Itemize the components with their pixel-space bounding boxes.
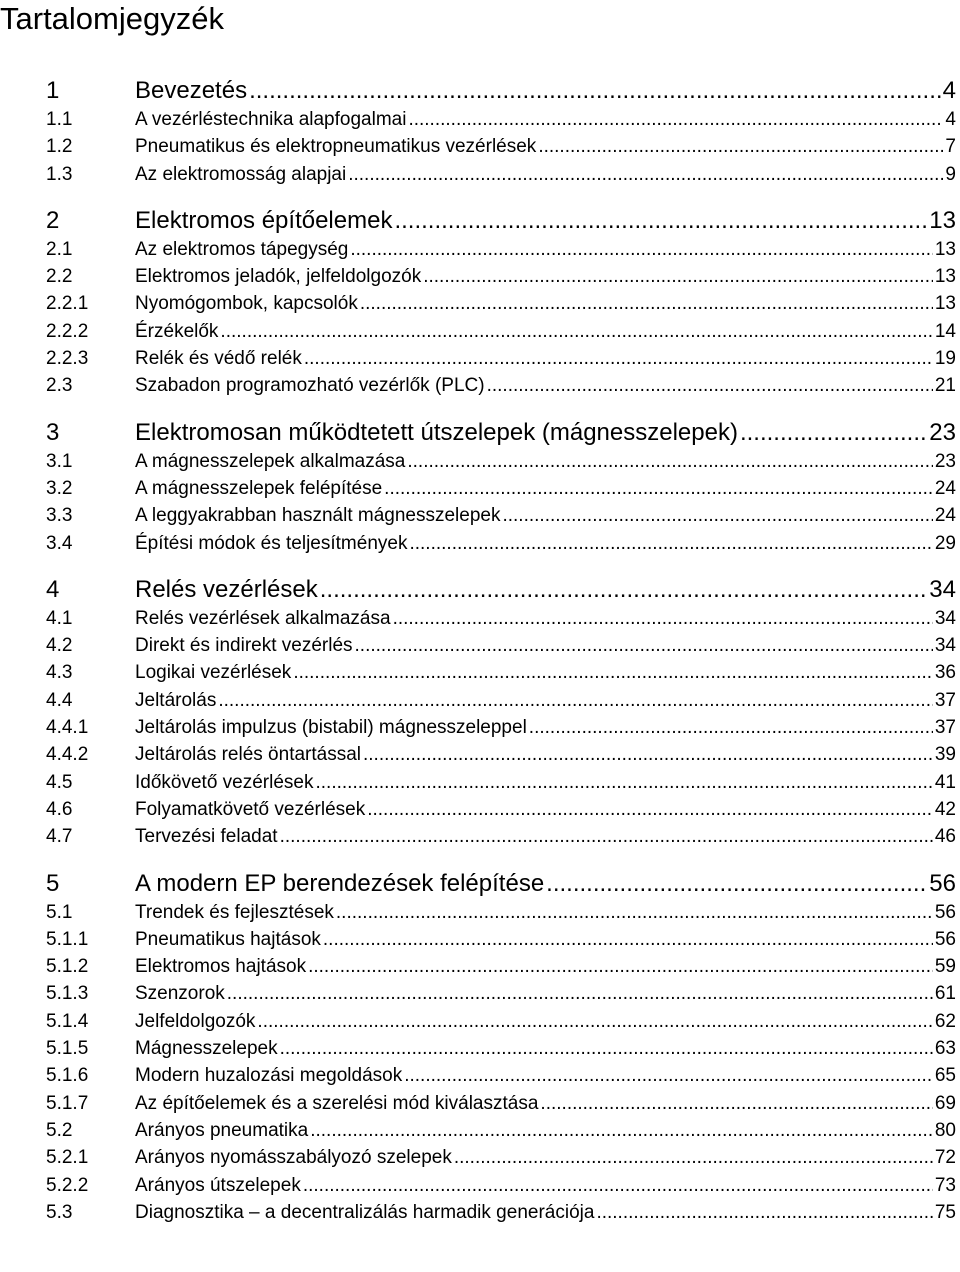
toc-dot-leader — [423, 263, 933, 290]
toc-entry-number: 5.3 — [46, 1201, 73, 1223]
toc-entry-label: Nyomógombok, kapcsolók — [135, 293, 358, 315]
toc-entry-label: Jeltárolás relés öntartással — [135, 744, 361, 766]
toc-entry-label: Bevezetés — [135, 77, 248, 104]
toc-entry-page: 37 — [934, 717, 956, 739]
toc-section-row[interactable] — [46, 632, 956, 659]
toc-entry-label: Jeltárolás impulzus (bistabil) mágnesszeleppel — [135, 717, 527, 739]
toc-entry-page: 4 — [945, 109, 956, 130]
toc-dot-leader — [220, 318, 932, 345]
toc-entry-number: 4.1 — [46, 607, 73, 629]
toc-section-row[interactable] — [46, 980, 956, 1007]
toc-section-row[interactable] — [46, 502, 956, 529]
toc-entry-page: 23 — [929, 418, 956, 446]
toc-entry-label: Az elektromos tápegység — [135, 238, 349, 260]
toc-section-row[interactable] — [46, 1144, 956, 1171]
toc-entry-page: 24 — [934, 477, 956, 499]
toc-entry-number: 2 — [46, 206, 60, 234]
toc-entry-page: 29 — [934, 532, 956, 554]
toc-section-row[interactable] — [46, 1172, 956, 1199]
toc-dot-leader — [394, 206, 927, 236]
toc-entry-page: 56 — [929, 869, 956, 897]
toc-entry-page: 34 — [934, 635, 956, 657]
toc-entry-page: 23 — [934, 450, 956, 472]
toc-entry-page: 41 — [934, 771, 956, 793]
toc-dot-leader — [316, 769, 933, 796]
toc-entry-label: Jelfeldolgozók — [135, 1010, 256, 1032]
toc-dot-leader — [367, 796, 933, 823]
toc-entry-page: 4 — [942, 77, 956, 104]
toc-entry-number: 3.1 — [46, 450, 73, 472]
toc-entry-number: 3.4 — [46, 532, 73, 554]
toc-section-row[interactable] — [46, 687, 956, 714]
toc-entry-page: 19 — [934, 348, 956, 370]
toc-dot-leader — [360, 290, 933, 317]
toc-entry-label: Relék és védő relék — [135, 348, 302, 370]
toc-entry-number: 2.2.2 — [46, 320, 89, 342]
toc-entry-label: Mágnesszelepek — [135, 1038, 278, 1060]
toc-section-row[interactable] — [46, 926, 956, 953]
toc-dot-leader — [227, 980, 933, 1007]
toc-entry-number: 2.1 — [46, 238, 73, 260]
toc-entry-page: 46 — [934, 826, 956, 848]
toc-entry-label: Érzékelők — [135, 320, 219, 342]
page-title: Tartalomjegyzék — [0, 1, 224, 36]
toc-dot-leader — [350, 236, 933, 263]
toc-entry-label: Elektromos építőelemek — [135, 206, 393, 234]
toc-dot-leader — [320, 575, 928, 605]
toc-section-row[interactable] — [46, 448, 956, 475]
toc-entry-number: 4.5 — [46, 771, 73, 793]
toc-entry-number: 5.1.1 — [46, 928, 89, 950]
toc-dot-leader — [454, 1144, 933, 1171]
toc-section-row[interactable] — [46, 1062, 956, 1089]
toc-entry-number: 4.3 — [46, 662, 73, 684]
toc-entry-number: 5.1.2 — [46, 956, 89, 978]
toc-entry-page: 63 — [934, 1038, 956, 1060]
toc-entry-number: 5.2.2 — [46, 1174, 89, 1196]
toc-section-row[interactable] — [46, 161, 956, 188]
toc-section-row[interactable] — [46, 236, 956, 263]
toc-dot-leader — [348, 161, 943, 188]
toc-dot-leader — [540, 1090, 932, 1117]
toc-entry-page: 72 — [934, 1147, 956, 1169]
toc-dot-leader — [409, 530, 932, 557]
toc-dot-leader — [355, 632, 933, 659]
toc-chapter-row[interactable] — [46, 206, 956, 236]
toc-entry-page: 56 — [934, 901, 956, 923]
toc-dot-leader — [407, 448, 932, 475]
toc-entry-page: 14 — [934, 320, 956, 342]
toc-entry-page: 75 — [934, 1201, 956, 1223]
toc-dot-leader — [308, 953, 933, 980]
toc-entry-page: 37 — [934, 689, 956, 711]
toc-dot-leader — [546, 869, 927, 899]
toc-section-row[interactable] — [46, 823, 956, 850]
toc-entry-number: 2.2.1 — [46, 293, 89, 315]
toc-entry-label: Diagnosztika – a decentralizálás harmadik generációja — [135, 1201, 595, 1223]
toc-entry-number: 1 — [46, 77, 60, 104]
toc-entry-page: 7 — [945, 136, 956, 158]
toc-section-row[interactable] — [46, 475, 956, 502]
toc-entry-label: Relés vezérlések alkalmazása — [135, 607, 391, 629]
toc-dot-leader — [280, 823, 933, 850]
toc-entry-label: Elektromosan működtetett útszelepek (mágnesszelepek) — [135, 418, 738, 446]
toc-section-row[interactable] — [46, 106, 956, 133]
toc-dot-leader — [596, 1199, 932, 1226]
toc-section-row[interactable] — [46, 1117, 956, 1144]
toc-entry-number: 4.7 — [46, 826, 73, 848]
toc-entry-page: 42 — [934, 798, 956, 820]
toc-entry-label: Elektromos hajtások — [135, 956, 307, 978]
toc-entry-label: Pneumatikus és elektropneumatikus vezérlések — [135, 136, 537, 158]
toc-entry-label: A modern EP berendezések felépítése — [135, 869, 545, 897]
toc-section-row[interactable] — [46, 318, 956, 345]
toc-section-row[interactable] — [46, 372, 956, 399]
toc-entry-page: 13 — [929, 206, 956, 234]
toc-section-row[interactable] — [46, 345, 956, 372]
toc-entry-page: 21 — [934, 375, 956, 397]
toc-entry-page: 56 — [934, 928, 956, 950]
toc-entry-number: 5.1.7 — [46, 1092, 89, 1114]
toc-dot-leader — [336, 899, 933, 926]
toc-entry-label: Az elektromosság alapjai — [135, 163, 347, 185]
toc-entry-label: Az építőelemek és a szerelési mód kiválasztása — [135, 1092, 539, 1114]
toc-entry-label: Tervezési feladat — [135, 826, 278, 848]
toc-entry-number: 4.4.1 — [46, 717, 89, 739]
toc-entry-page: 13 — [934, 293, 956, 315]
toc-entry-number: 4.4 — [46, 689, 73, 711]
toc-dot-leader — [323, 926, 933, 953]
table-of-contents — [46, 76, 956, 1226]
toc-dot-leader — [404, 1062, 933, 1089]
toc-entry-label: Arányos nyomásszabályozó szelepek — [135, 1147, 452, 1169]
toc-entry-label: Jeltárolás — [135, 689, 217, 711]
toc-entry-label: Szenzorok — [135, 983, 225, 1005]
toc-section-row[interactable] — [46, 1090, 956, 1117]
toc-entry-page: 13 — [934, 238, 956, 260]
toc-entry-number: 3.2 — [46, 477, 73, 499]
toc-section-row[interactable] — [46, 263, 956, 290]
toc-entry-label: Trendek és fejlesztések — [135, 901, 334, 923]
toc-entry-page: 39 — [934, 744, 956, 766]
toc-entry-label: Pneumatikus hajtások — [135, 928, 321, 950]
toc-entry-label: Relés vezérlések — [135, 575, 318, 603]
toc-entry-label: Direkt és indirekt vezérlés — [135, 635, 353, 657]
toc-entry-number: 4 — [46, 575, 60, 603]
toc-entry-number: 5.1 — [46, 901, 73, 923]
toc-entry-number: 4.4.2 — [46, 744, 89, 766]
toc-dot-leader — [304, 345, 933, 372]
toc-dot-leader — [257, 1008, 932, 1035]
toc-dot-leader — [740, 418, 927, 448]
toc-chapter-row[interactable] — [46, 418, 956, 448]
toc-chapter-row[interactable] — [46, 76, 956, 106]
toc-entry-label: Szabadon programozható vezérlők (PLC) — [135, 375, 485, 397]
toc-entry-label: Folyamatkövető vezérlések — [135, 798, 366, 820]
toc-entry-number: 5.2.1 — [46, 1147, 89, 1169]
toc-entry-page: 24 — [934, 505, 956, 527]
toc-dot-leader — [538, 133, 943, 160]
toc-section-row[interactable] — [46, 133, 956, 160]
toc-section-row[interactable] — [46, 899, 956, 926]
toc-entry-page: 36 — [934, 662, 956, 684]
toc-entry-label: Logikai vezérlések — [135, 662, 292, 684]
toc-entry-number: 5 — [46, 869, 60, 897]
toc-entry-label: A vezérléstechnika alapfogalmai — [135, 109, 407, 130]
toc-entry-label: Modern huzalozási megoldások — [135, 1065, 403, 1087]
toc-entry-label: A leggyakrabban használt mágnesszelepek — [135, 505, 501, 527]
toc-entry-page: 9 — [945, 163, 956, 185]
toc-section-row[interactable] — [46, 1035, 956, 1062]
toc-entry-number: 4.2 — [46, 635, 73, 657]
toc-entry-number: 3 — [46, 418, 60, 446]
toc-entry-page: 69 — [934, 1092, 956, 1114]
toc-entry-number: 2.2 — [46, 266, 73, 288]
toc-entry-page: 80 — [934, 1119, 956, 1141]
toc-dot-leader — [363, 741, 933, 768]
toc-dot-leader — [310, 1117, 933, 1144]
toc-entry-number: 2.3 — [46, 375, 73, 397]
toc-entry-number: 5.1.6 — [46, 1065, 89, 1087]
toc-dot-leader — [218, 687, 933, 714]
toc-entry-label: A mágnesszelepek felépítése — [135, 477, 383, 499]
toc-dot-leader — [280, 1035, 933, 1062]
toc-section-row[interactable] — [46, 1008, 956, 1035]
toc-section-row[interactable] — [46, 741, 956, 768]
toc-entry-page: 34 — [929, 575, 956, 603]
toc-section-row[interactable] — [46, 769, 956, 796]
toc-entry-number: 1.1 — [46, 109, 73, 130]
toc-entry-page: 73 — [934, 1174, 956, 1196]
toc-section-row[interactable] — [46, 796, 956, 823]
toc-dot-leader — [487, 372, 933, 399]
toc-dot-leader — [303, 1172, 933, 1199]
toc-section-row[interactable] — [46, 953, 956, 980]
toc-dot-leader — [249, 76, 941, 106]
toc-dot-leader — [502, 502, 932, 529]
toc-section-row[interactable] — [46, 714, 956, 741]
toc-entry-page: 34 — [934, 607, 956, 629]
toc-entry-number: 5.1.5 — [46, 1038, 89, 1060]
toc-section-row[interactable] — [46, 530, 956, 557]
toc-entry-label: Arányos pneumatika — [135, 1119, 309, 1141]
toc-dot-leader — [408, 106, 943, 133]
toc-entry-number: 4.6 — [46, 798, 73, 820]
toc-entry-label: Arányos útszelepek — [135, 1174, 301, 1196]
toc-entry-page: 62 — [934, 1010, 956, 1032]
toc-entry-page: 13 — [934, 266, 956, 288]
toc-chapter-row[interactable] — [46, 575, 956, 605]
toc-entry-number: 2.2.3 — [46, 348, 89, 370]
toc-entry-number: 5.1.3 — [46, 983, 89, 1005]
toc-entry-label: Elektromos jeladók, jelfeldolgozók — [135, 266, 422, 288]
toc-dot-leader — [293, 659, 933, 686]
toc-entry-label: Építési módok és teljesítmények — [135, 532, 408, 554]
toc-dot-leader — [393, 605, 933, 632]
toc-entry-page: 65 — [934, 1065, 956, 1087]
toc-section-row[interactable] — [46, 290, 956, 317]
toc-section-row[interactable] — [46, 605, 956, 632]
toc-section-row[interactable] — [46, 659, 956, 686]
toc-entry-page: 59 — [934, 956, 956, 978]
toc-entry-number: 5.1.4 — [46, 1010, 89, 1032]
toc-entry-number: 5.2 — [46, 1119, 73, 1141]
toc-chapter-row[interactable] — [46, 869, 956, 899]
toc-section-row[interactable] — [46, 1199, 956, 1226]
toc-dot-leader — [384, 475, 933, 502]
toc-entry-label: A mágnesszelepek alkalmazása — [135, 450, 406, 472]
toc-entry-page: 61 — [934, 983, 956, 1005]
toc-entry-number: 1.3 — [46, 163, 73, 185]
toc-dot-leader — [529, 714, 933, 741]
toc-entry-label: Időkövető vezérlések — [135, 771, 314, 793]
toc-entry-number: 3.3 — [46, 505, 73, 527]
toc-entry-number: 1.2 — [46, 136, 73, 158]
